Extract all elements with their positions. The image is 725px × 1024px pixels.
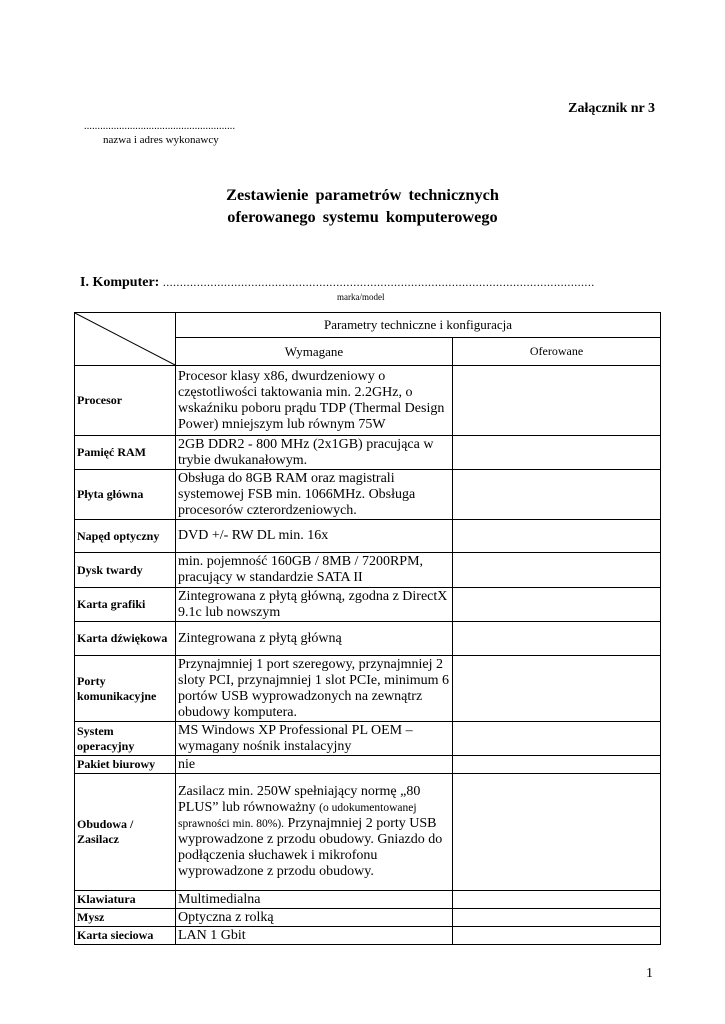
table-row bbox=[75, 622, 661, 656]
computer-dotted-line: ............................................................................................................................... bbox=[162, 275, 595, 289]
row-required: Procesor klasy x86, dwurdzeniowy o częstotliwości taktowania min. 2.2GHz, o wskaźniku poboru prądu TDP (Thermal Design Power) mniejszym lub równym 75W bbox=[176, 366, 453, 436]
row-offered-cell[interactable] bbox=[453, 756, 661, 774]
row-required: LAN 1 Gbit bbox=[176, 927, 453, 945]
computer-label: I. Komputer: bbox=[80, 275, 160, 290]
row-label: Klawiatura bbox=[75, 891, 176, 909]
row-offered-cell[interactable] bbox=[453, 588, 661, 622]
row-offered-cell[interactable] bbox=[453, 436, 661, 470]
table-row bbox=[75, 588, 661, 622]
table-row bbox=[75, 909, 661, 927]
table-row bbox=[75, 470, 661, 520]
row-label: Dysk twardy bbox=[75, 553, 176, 588]
row-label: Karta sieciowa bbox=[75, 927, 176, 945]
psu-efficiency-note: (o udokumentowanej sprawności min. 80%). bbox=[178, 802, 417, 830]
table-row bbox=[75, 366, 661, 436]
table-row bbox=[75, 927, 661, 945]
row-label: Porty komunikacyjne bbox=[75, 656, 176, 722]
brand-model-label: marka/model bbox=[337, 292, 385, 302]
row-offered-cell[interactable] bbox=[453, 622, 661, 656]
table-header-row bbox=[75, 313, 661, 338]
table-row bbox=[75, 722, 661, 756]
psu-requirement-text: Zasilacz min. 250W spełniający normę „80 PLUS” lub równoważny bbox=[178, 784, 421, 815]
row-offered-cell[interactable] bbox=[453, 891, 661, 909]
row-required: DVD +/- RW DL min. 16x bbox=[176, 520, 453, 553]
table-row bbox=[75, 774, 661, 891]
row-required: nie bbox=[176, 756, 453, 774]
row-label: System operacyjny bbox=[75, 722, 176, 756]
row-required bbox=[176, 774, 453, 891]
row-offered-cell[interactable] bbox=[453, 722, 661, 756]
row-label: Karta grafiki bbox=[75, 588, 176, 622]
annex-label: Załącznik nr 3 bbox=[568, 101, 655, 116]
row-label: Mysz bbox=[75, 909, 176, 927]
row-required: min. pojemność 160GB / 8MB / 7200RPM, pracujący w standardzie SATA II bbox=[176, 553, 453, 588]
contractor-label: nazwa i adres wykonawcy bbox=[103, 134, 219, 146]
table-row bbox=[75, 520, 661, 553]
row-required: Przynajmniej 1 port szeregowy, przynajmniej 2 sloty PCI, przynajmniej 1 slot PCIe, minimum 6 portów USB wyprowadzonych na zewnątrz obudowy komputera. bbox=[176, 656, 453, 722]
row-required: Optyczna z rolką bbox=[176, 909, 453, 927]
document-title bbox=[0, 184, 725, 228]
diagonal-line bbox=[75, 313, 175, 365]
contractor-dotted-line: ........................................................ bbox=[84, 121, 236, 132]
row-required: Zintegrowana z płytą główną bbox=[176, 622, 453, 656]
header-parameters: Parametry techniczne i konfiguracja bbox=[176, 313, 661, 338]
row-offered-cell[interactable] bbox=[453, 774, 661, 891]
table-row bbox=[75, 891, 661, 909]
title-line-1: Zestawienie parametrów technicznych bbox=[226, 185, 499, 204]
computer-line bbox=[80, 275, 595, 291]
row-required: Multimedialna bbox=[176, 891, 453, 909]
case-requirement-text: Przynajmniej 2 porty USB wyprowadzone z przodu obudowy. Gniazdo do podłączenia słuchawek i mikrofonu wyprowadzone z przodu obudowy. bbox=[178, 816, 443, 879]
spec-table bbox=[74, 312, 661, 945]
row-label: Pakiet biurowy bbox=[75, 756, 176, 774]
row-label: Pamięć RAM bbox=[75, 436, 176, 470]
row-required: 2GB DDR2 - 800 MHz (2x1GB) pracująca w trybie dwukanałowym. bbox=[176, 436, 453, 470]
row-required: Zintegrowana z płytą główną, zgodna z DirectX 9.1c lub nowszym bbox=[176, 588, 453, 622]
page-number: 1 bbox=[646, 966, 653, 981]
row-required: MS Windows XP Professional PL OEM – wymagany nośnik instalacyjny bbox=[176, 722, 453, 756]
row-label: Procesor bbox=[75, 366, 176, 436]
row-label: Obudowa / Zasilacz bbox=[75, 774, 176, 891]
title-line-2: oferowanego systemu komputerowego bbox=[227, 207, 498, 226]
header-offered: Oferowane bbox=[453, 338, 661, 366]
row-label: Karta dźwiękowa bbox=[75, 622, 176, 656]
table-row bbox=[75, 756, 661, 774]
diagonal-corner-cell bbox=[75, 313, 176, 366]
row-offered-cell[interactable] bbox=[453, 656, 661, 722]
row-offered-cell[interactable] bbox=[453, 470, 661, 520]
row-required: Obsługa do 8GB RAM oraz magistrali systemowej FSB min. 1066MHz. Obsługa procesorów czterordzeniowych. bbox=[176, 470, 453, 520]
row-label: Napęd optyczny bbox=[75, 520, 176, 553]
row-offered-cell[interactable] bbox=[453, 927, 661, 945]
row-offered-cell[interactable] bbox=[453, 520, 661, 553]
row-offered-cell[interactable] bbox=[453, 366, 661, 436]
table-row bbox=[75, 436, 661, 470]
table-row bbox=[75, 656, 661, 722]
row-offered-cell[interactable] bbox=[453, 553, 661, 588]
row-offered-cell[interactable] bbox=[453, 909, 661, 927]
row-label: Płyta główna bbox=[75, 470, 176, 520]
header-required: Wymagane bbox=[176, 338, 453, 366]
table-row bbox=[75, 553, 661, 588]
